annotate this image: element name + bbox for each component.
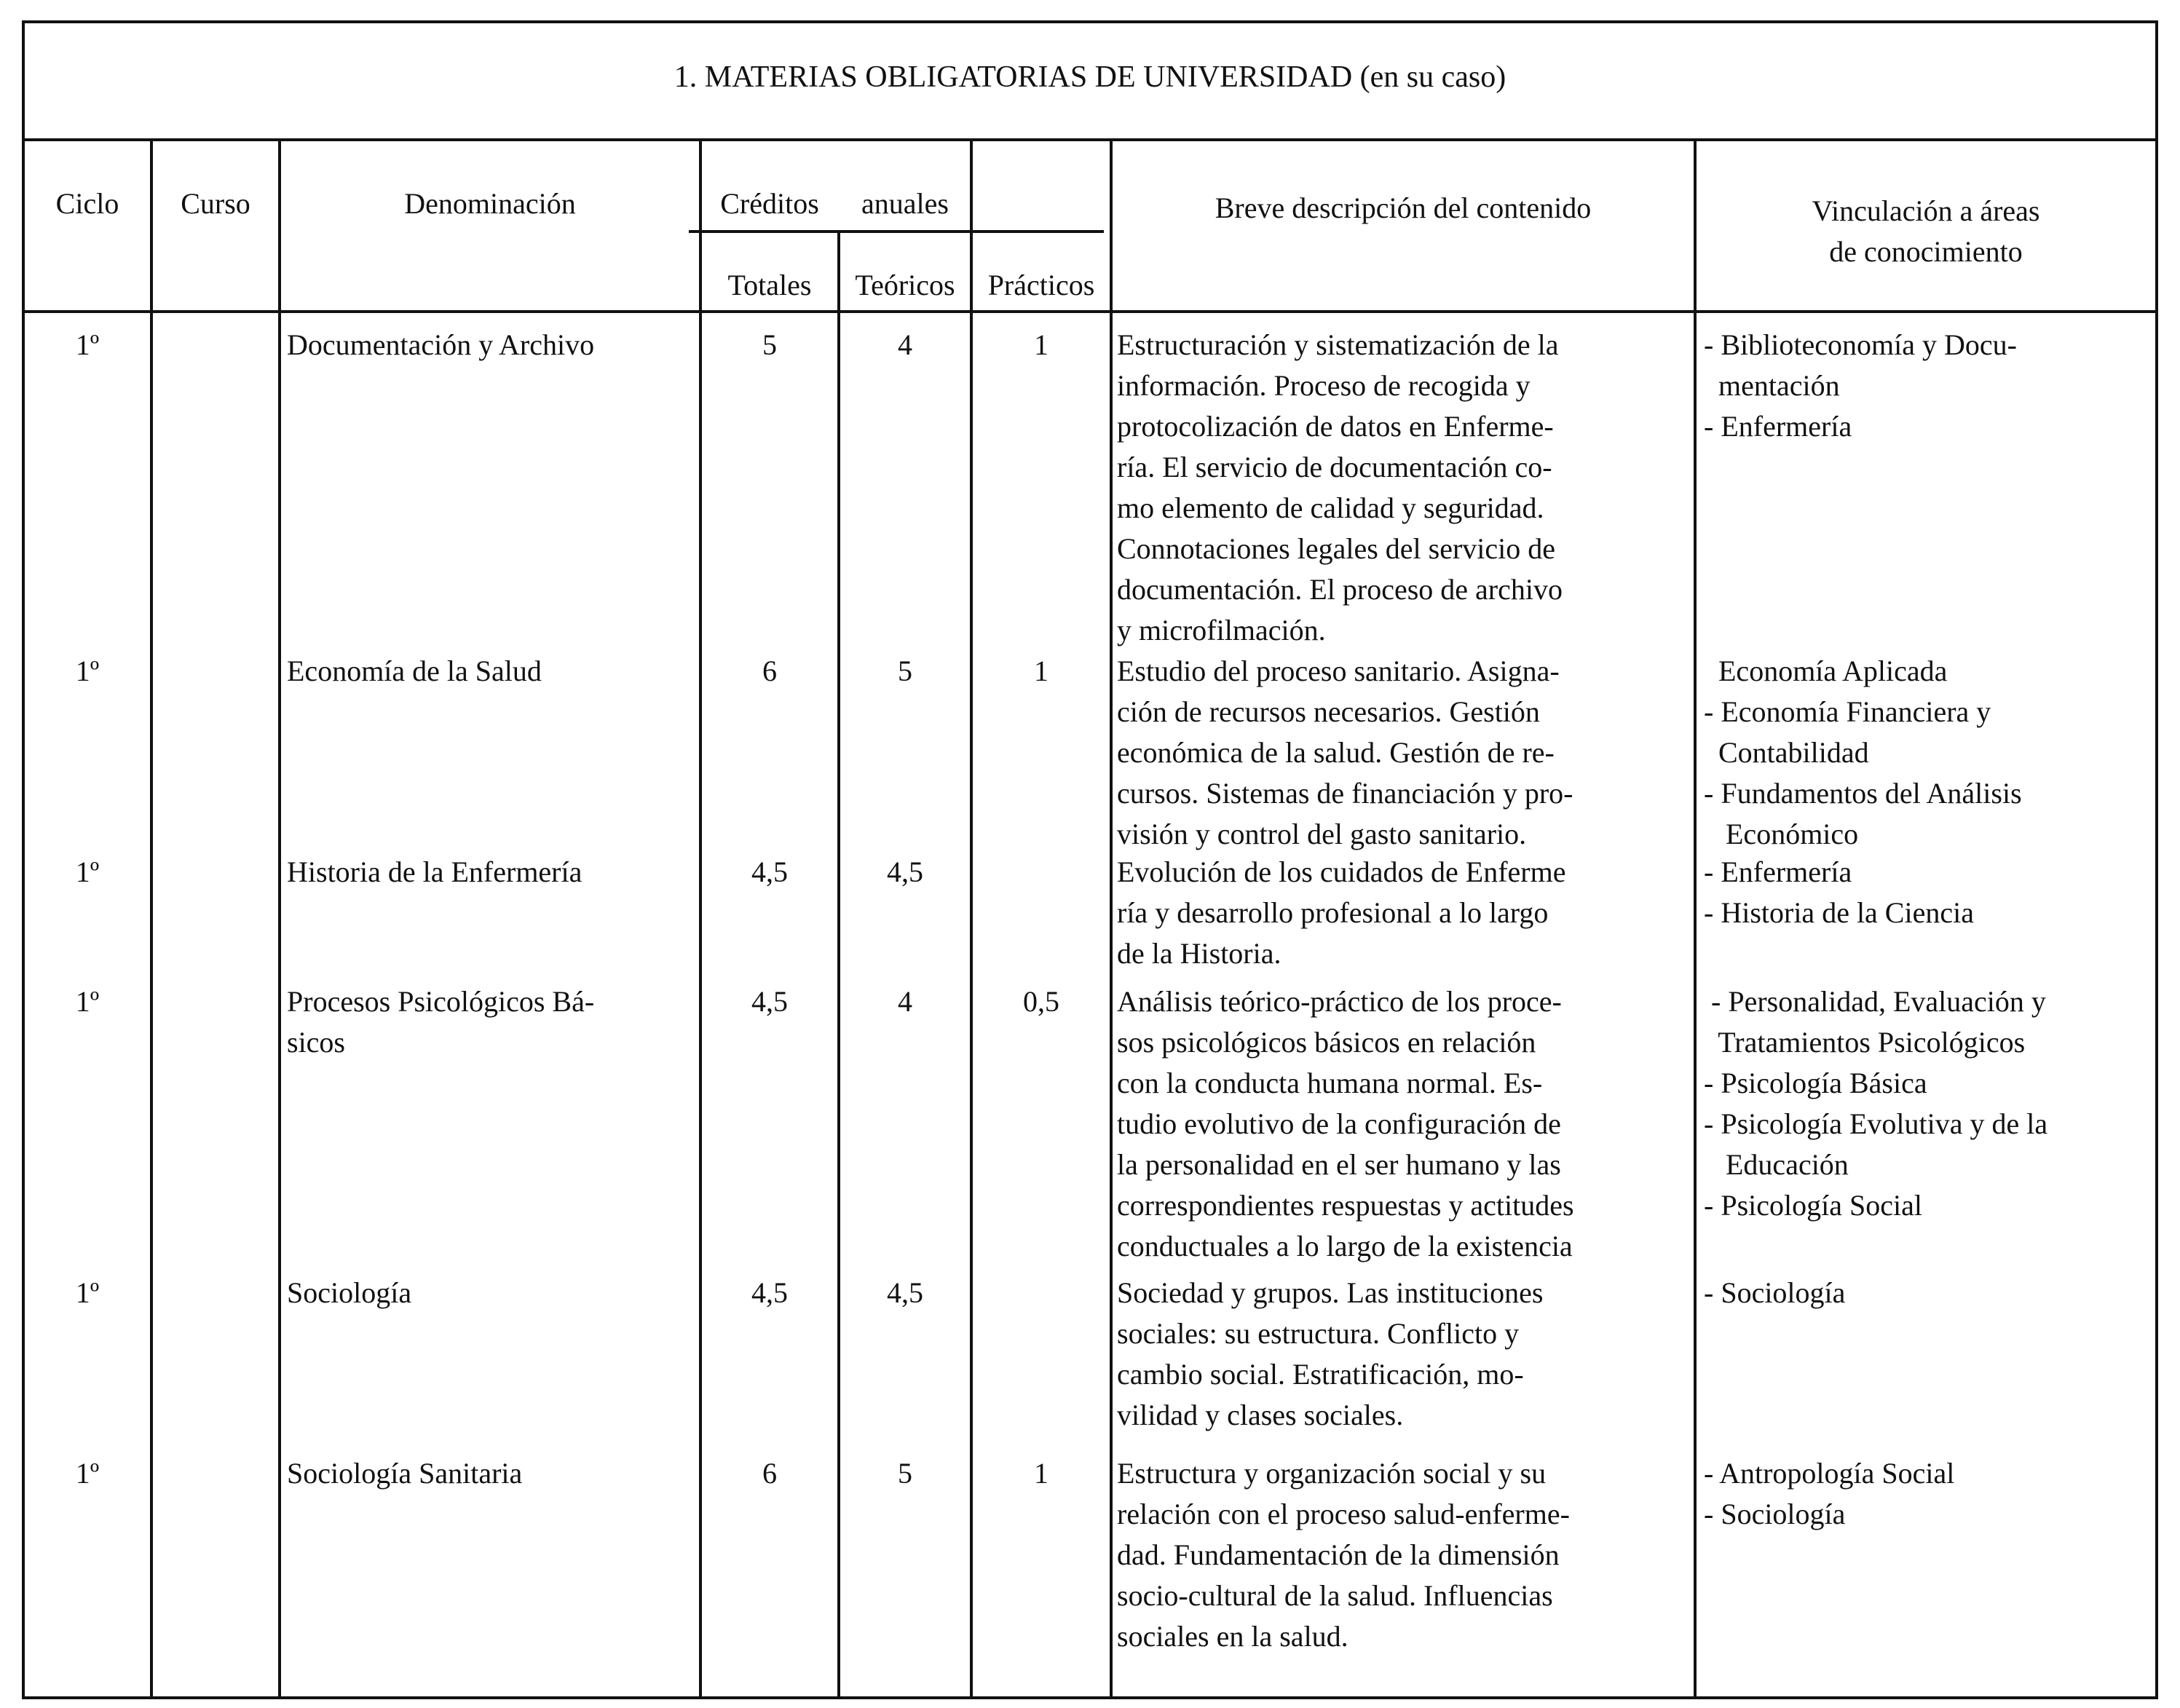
cell-ciclo: 1º	[75, 655, 100, 687]
header-denominacion: Denominación	[404, 187, 576, 220]
header-practicos: Prácticos	[987, 269, 1095, 301]
cell-descripcion: Análisis teórico-práctico de los proce- sos psicológicos básicos en relación con la conducta humana normal. Es- tudio evolutivo de la configuración de la personalidad en el ser humano y las correspondientes respuestas y actitudes conductuales a lo largo de la existencia	[1117, 985, 1574, 1262]
cell-denominacion: Sociología	[287, 1276, 412, 1309]
col-divider-vinculacion	[1694, 140, 1697, 1699]
header-divider	[22, 310, 2158, 313]
cell-areas: - Enfermería - Historia de la Ciencia	[1704, 855, 1974, 929]
cell-denominacion: Economía de la Salud	[287, 655, 542, 687]
creditos-divider	[689, 230, 1104, 233]
header-ciclo: Ciclo	[55, 187, 119, 220]
cell-practicos: 1	[1034, 1457, 1048, 1490]
cell-descripcion: Estudio del proceso sanitario. Asigna- ción de recursos necesarios. Gestión económica de la salud. Gestión de re- cursos. Sistemas de financiación y pro- visión y control del gasto sanitario.	[1117, 655, 1573, 850]
cell-teoricos: 4,5	[887, 855, 923, 888]
cell-teoricos: 5	[898, 1457, 912, 1490]
cell-practicos: 1	[1034, 328, 1048, 361]
cell-totales: 4,5	[751, 1276, 788, 1309]
col-divider-descripcion	[1110, 140, 1113, 1699]
cell-descripcion: Evolución de los cuidados de Enferme ría y desarrollo profesional a lo largo de la Historia.	[1117, 855, 1566, 970]
cell-teoricos: 5	[898, 655, 912, 687]
cell-areas: - Biblioteconomía y Docu- mentación - Enfermería	[1704, 328, 2017, 443]
header-teoricos: Teóricos	[855, 269, 955, 301]
cell-practicos: 1	[1034, 655, 1048, 687]
cell-totales: 4,5	[751, 855, 788, 888]
header-totales: Totales	[727, 269, 812, 301]
table-border-right	[2155, 20, 2158, 1699]
header-curso: Curso	[181, 187, 250, 220]
cell-ciclo: 1º	[75, 985, 100, 1018]
cell-ciclo: 1º	[75, 1276, 100, 1309]
col-divider-curso	[150, 140, 153, 1699]
cell-denominacion: Procesos Psicológicos Bá- sicos	[287, 985, 595, 1059]
cell-denominacion: Documentación y Archivo	[287, 328, 595, 361]
cell-teoricos: 4	[898, 328, 912, 361]
cell-areas: Economía Aplicada - Economía Financiera y Contabilidad - Fundamentos del Análisis Económico	[1704, 655, 2022, 850]
cell-teoricos: 4	[898, 985, 912, 1018]
cell-totales: 4,5	[751, 985, 788, 1018]
title-divider	[22, 138, 2158, 141]
table-border-top	[22, 20, 2158, 23]
col-divider-denominacion	[278, 140, 281, 1699]
cell-totales: 6	[762, 1457, 777, 1490]
cell-teoricos: 4,5	[887, 1276, 923, 1309]
cell-areas: - Antropología Social - Sociología	[1704, 1457, 1955, 1530]
cell-areas: - Personalidad, Evaluación y Tratamientos Psicológicos - Psicología Básica - Psicología Evolutiva y de la Educación - Psicología Social	[1704, 985, 2048, 1222]
cell-ciclo: 1º	[75, 328, 100, 361]
header-creditos: Créditos	[720, 187, 819, 220]
cell-descripcion: Estructuración y sistematización de la información. Proceso de recogida y protocolización de datos en Enferme- ría. El servicio de documentación co- mo elemento de calidad y seguridad. Connotaciones legales del servicio de documentación. El proceso de archivo y microfilmación.	[1117, 328, 1563, 647]
cell-ciclo: 1º	[75, 1457, 100, 1490]
header-vinculacion-line1: Vinculación a áreas	[1812, 194, 2040, 227]
cell-descripcion: Sociedad y grupos. Las instituciones sociales: su estructura. Conflicto y cambio social. Estratificación, mo- vilidad y clases sociales.	[1117, 1276, 1544, 1431]
cell-totales: 5	[762, 328, 777, 361]
header-descripcion: Breve descripción del contenido	[1215, 191, 1592, 224]
cell-ciclo: 1º	[75, 855, 100, 888]
table-title: 1. MATERIAS OBLIGATORIAS DE UNIVERSIDAD (en su caso)	[674, 60, 1506, 94]
cell-practicos: 0,5	[1023, 985, 1059, 1018]
cell-descripcion: Estructura y organización social y su relación con el proceso salud-enferme- dad. Fundamentación de la dimensión socio-cultural de la salud. Influencias sociales en la salud.	[1117, 1457, 1570, 1653]
header-anuales: anuales	[861, 187, 949, 220]
table-border-bottom	[22, 1696, 2158, 1699]
cell-totales: 6	[762, 655, 777, 687]
header-vinculacion-line2: de conocimiento	[1829, 235, 2023, 268]
cell-areas: - Sociología	[1704, 1276, 1846, 1309]
cell-denominacion: Sociología Sanitaria	[287, 1457, 523, 1490]
cell-denominacion: Historia de la Enfermería	[287, 855, 582, 888]
